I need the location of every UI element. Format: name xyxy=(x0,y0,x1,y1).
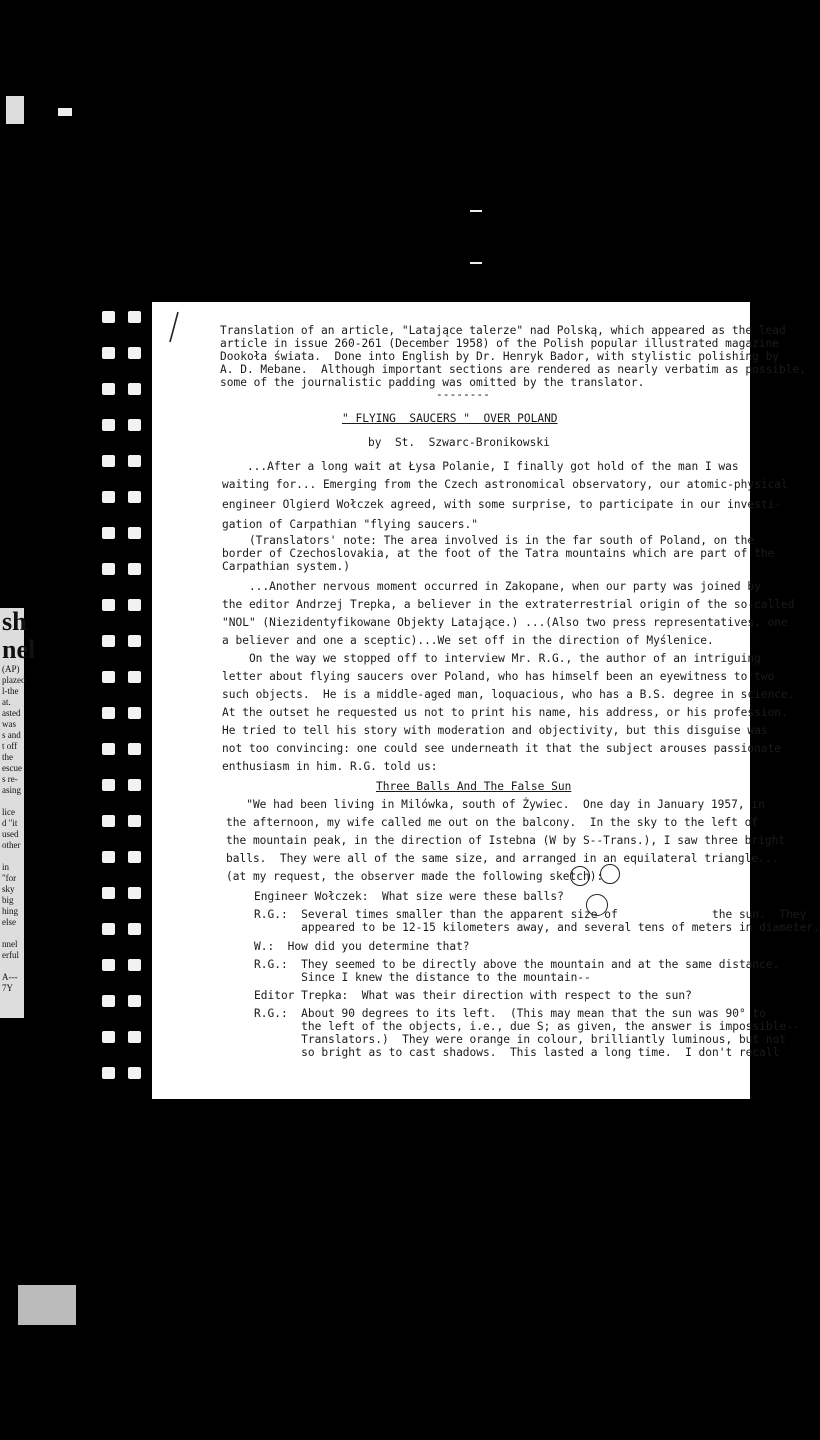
sprocket-hole xyxy=(102,887,115,899)
dialogue-line: Engineer Wołczek: What size were these balls? xyxy=(254,890,564,903)
sprocket-hole xyxy=(102,563,115,575)
sprocket-hole xyxy=(102,419,115,431)
body-line: On the way we stopped off to interview Mr. R.G., the author of an intriguing xyxy=(222,652,761,665)
sprocket-hole xyxy=(128,815,141,827)
body-line: a believer and one a sceptic)...We set off in the direction of Myślenice. xyxy=(222,634,714,647)
sprocket-hole xyxy=(128,959,141,971)
sprocket-hole xyxy=(102,671,115,683)
scan-artifact xyxy=(470,262,482,264)
margin-slash-mark xyxy=(152,302,192,362)
body-line: ...Another nervous moment occurred in Zakopane, when our party was joined by xyxy=(222,580,761,593)
dialogue-line: W.: How did you determine that? xyxy=(254,940,470,953)
body-line: waiting for... Emerging from the Czech astronomical observatory, our atomic-physical xyxy=(222,478,788,491)
intro-line: some of the journalistic padding was omitted by the translator. xyxy=(220,376,645,389)
sprocket-hole xyxy=(128,383,141,395)
sprocket-hole xyxy=(102,743,115,755)
dialogue-line: Editor Trepka: What was their direction with respect to the sun? xyxy=(254,989,692,1002)
story-line: (at my request, the observer made the following sketch): xyxy=(226,870,604,883)
body-line: He tried to tell his story with moderation and objectivity, but this disguise was xyxy=(222,724,768,737)
sprocket-hole xyxy=(102,779,115,791)
story-line: "We had been living in Milówka, south of Żywiec. One day in January 1957, in xyxy=(226,798,765,811)
sketch-ball xyxy=(570,866,590,886)
article-title: " FLYING SAUCERS " OVER POLAND xyxy=(342,412,558,425)
sprocket-hole xyxy=(102,347,115,359)
sprocket-hole xyxy=(102,815,115,827)
dialogue-line: Since I knew the distance to the mountain-- xyxy=(254,971,591,984)
sprocket-hole xyxy=(102,491,115,503)
sprocket-hole xyxy=(102,851,115,863)
sprocket-hole xyxy=(102,383,115,395)
sprocket-hole xyxy=(128,311,141,323)
sprocket-hole xyxy=(128,1031,141,1043)
sprocket-hole xyxy=(102,707,115,719)
sprocket-hole xyxy=(128,419,141,431)
body-line: letter about flying saucers over Poland, who has himself been an eyewitness to two xyxy=(222,670,775,683)
newspaper-clipping-fragment: sh nel (AP) plazed l-the at. asted was s and t off the escue s re- asing lice d "it used other in "for sky big hing else nnel erful A--- 7Y xyxy=(0,608,24,1018)
sprocket-hole xyxy=(102,635,115,647)
byline: by St. Szwarc-Bronikowski xyxy=(368,436,550,449)
sprocket-hole xyxy=(128,491,141,503)
body-line: ...After a long wait at Łysa Polanie, I finally got hold of the man I was xyxy=(220,460,739,473)
body-line: At the outset he requested us not to print his name, his address, or his profession. xyxy=(222,706,788,719)
intro-line: Dookoła świata. Done into English by Dr. Henryk Bador, with stylistic polishing by xyxy=(220,350,780,363)
sprocket-hole xyxy=(102,995,115,1007)
document-page xyxy=(152,302,820,1099)
sprocket-hole xyxy=(128,1067,141,1079)
sprocket-hole xyxy=(102,923,115,935)
sprocket-hole xyxy=(128,707,141,719)
sprocket-hole xyxy=(128,995,141,1007)
subheading: Three Balls And The False Sun xyxy=(376,780,572,793)
scan-artifact xyxy=(18,1285,76,1325)
dialogue-line: appeared to be 12-15 kilometers away, and several tens of meters in diameter. xyxy=(254,921,820,934)
sketch-ball xyxy=(600,864,620,884)
body-line: enthusiasm in him. R.G. told us: xyxy=(222,760,438,773)
intro-line: article in issue 260-261 (December 1958) of the Polish popular illustrated magazine xyxy=(220,337,780,350)
sprocket-hole xyxy=(128,527,141,539)
sprocket-hole xyxy=(102,455,115,467)
separator: -------- xyxy=(436,388,490,401)
body-line: border of Czechoslovakia, at the foot of the Tatra mountains which are part of the xyxy=(222,547,775,560)
sprocket-hole xyxy=(128,779,141,791)
sprocket-hole xyxy=(128,455,141,467)
body-line: such objects. He is a middle-aged man, loquacious, who has a B.S. degree in science. xyxy=(222,688,795,701)
dialogue-line: R.G.: They seemed to be directly above the mountain and at the same distance. xyxy=(254,958,780,971)
intro-line: A. D. Mebane. Although important sections are rendered as nearly verbatim as possible, xyxy=(220,363,806,376)
body-line: "NOL" (Niezidentyfikowane Objekty Latające.) ...(Also two press representatives, one xyxy=(222,616,788,629)
story-line: the mountain peak, in the direction of Istebna (W by S--Trans.), I saw three bright xyxy=(226,834,786,847)
body-line: not too convincing: one could see underneath it that the subject arouses passionate xyxy=(222,742,782,755)
sprocket-hole xyxy=(128,563,141,575)
dialogue-line: so bright as to cast shadows. This lasted a long time. I don't recall xyxy=(254,1046,780,1059)
sprocket-hole xyxy=(128,743,141,755)
scan-artifact xyxy=(470,210,482,212)
sprocket-hole xyxy=(128,347,141,359)
sprocket-hole xyxy=(102,959,115,971)
scan-artifact xyxy=(6,96,24,124)
body-line: gation of Carpathian "flying saucers." xyxy=(222,518,478,531)
sprocket-hole xyxy=(128,923,141,935)
body-line: (Translators' note: The area involved is in the far south of Poland, on the xyxy=(222,534,755,547)
body-line: Carpathian system.) xyxy=(222,560,350,573)
sprocket-hole xyxy=(102,311,115,323)
body-line: engineer Olgierd Wołczek agreed, with some surprise, to participate in our investi- xyxy=(222,498,782,511)
dialogue-line: Translators.) They were orange in colour, brilliantly luminous, but not xyxy=(254,1033,787,1046)
body-line: the editor Andrzej Trepka, a believer in the extraterrestrial origin of the so-called xyxy=(222,598,795,611)
sprocket-hole xyxy=(102,1067,115,1079)
sprocket-hole xyxy=(128,887,141,899)
film-strip-left xyxy=(0,0,150,1440)
sprocket-hole xyxy=(102,599,115,611)
story-line: balls. They were all of the same size, and arranged in an equilateral triangle... xyxy=(226,852,779,865)
scan-artifact xyxy=(58,108,72,116)
story-line: the afternoon, my wife called me out on the balcony. In the sky to the left of xyxy=(226,816,759,829)
dialogue-line: R.G.: Several times smaller than the apparent size of the sun. They xyxy=(254,908,807,921)
dialogue-line: R.G.: About 90 degrees to its left. (This may mean that the sun was 90° to xyxy=(254,1007,766,1020)
dialogue-line: the left of the objects, i.e., due S; as given, the answer is impossible-- xyxy=(254,1020,800,1033)
sprocket-hole xyxy=(128,599,141,611)
sprocket-hole xyxy=(102,527,115,539)
sprocket-hole xyxy=(102,1031,115,1043)
intro-line: Translation of an article, "Latające talerze" nad Polską, which appeared as the lead xyxy=(220,324,786,337)
sprocket-hole xyxy=(128,635,141,647)
sprocket-hole xyxy=(128,671,141,683)
sprocket-hole xyxy=(128,851,141,863)
